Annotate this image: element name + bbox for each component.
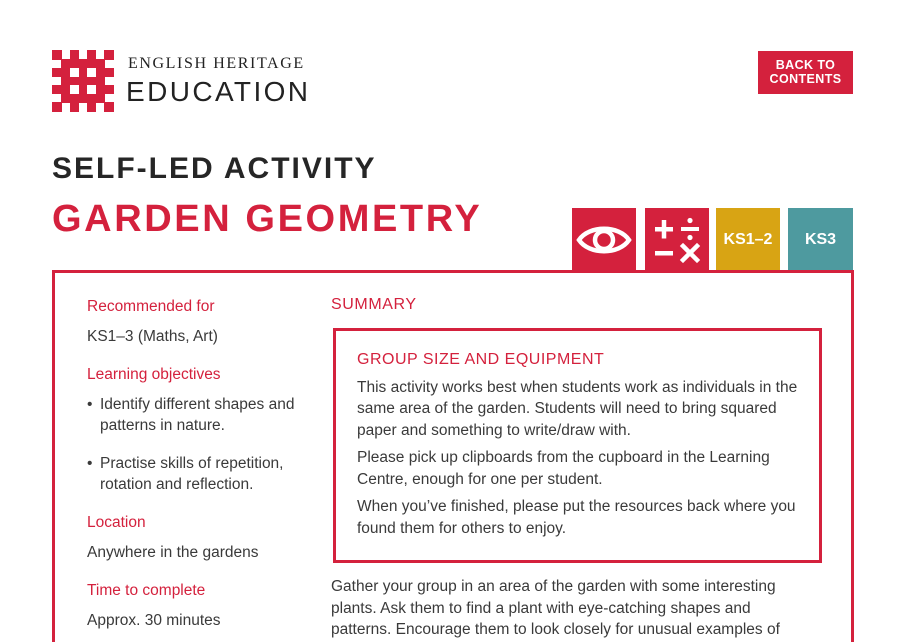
box-paragraph: This activity works best when students work as individuals in the same area of the garden. Students will need to bring squared paper and something to write/draw with. [357,378,798,439]
brand-division: EDUCATION [126,76,311,107]
summary-heading: SUMMARY [331,296,417,313]
location-value: Anywhere in the gardens [87,544,259,561]
location-heading: Location [87,514,146,531]
intro-paragraph: Gather your group in an area of the garden with some interesting plants. Ask them to find a plant with eye-catching shapes and patterns. Encourage them to look closely for unusual examples of [331,578,780,638]
back-button-line-1: BACK TO [775,58,836,72]
box-paragraph: Please pick up clipboards from the cupboard in the Learning Centre, enough for one per student. [357,449,770,488]
sidebar [87,296,317,642]
recommended-heading: Recommended for [87,298,215,315]
back-to-contents-button[interactable] [758,51,853,94]
time-value: Approx. 30 minutes [87,612,221,629]
objectives-heading: Learning objectives [87,366,221,383]
eye-icon [576,222,632,258]
group-size-heading: GROUP SIZE AND EQUIPMENT [357,351,605,368]
box-paragraph: When you’ve finished, please put the resources back where you found them for others to enjoy. [357,498,796,537]
back-button-line-2: CONTENTS [769,72,842,86]
list-item: • Practise skills of repetition, rotation and reflection. [87,453,317,495]
brand-name: ENGLISH HERITAGE [128,55,305,72]
page-title: GARDEN GEOMETRY [52,198,483,240]
list-item: • Identify different shapes and patterns in nature. [87,394,317,436]
activity-kicker: SELF-LED ACTIVITY [52,152,377,185]
ks1-2-tile: KS1–2 [716,208,780,271]
english-heritage-logo-icon [52,50,114,112]
time-heading: Time to complete [87,582,206,599]
recommended-value: KS1–3 (Maths, Art) [87,328,218,345]
observation-tile [572,208,636,271]
maths-symbols-icon [651,214,703,266]
maths-tile [645,208,709,271]
objectives-list [87,394,317,495]
ks3-tile: KS3 [788,208,853,271]
group-size-box [333,328,822,563]
